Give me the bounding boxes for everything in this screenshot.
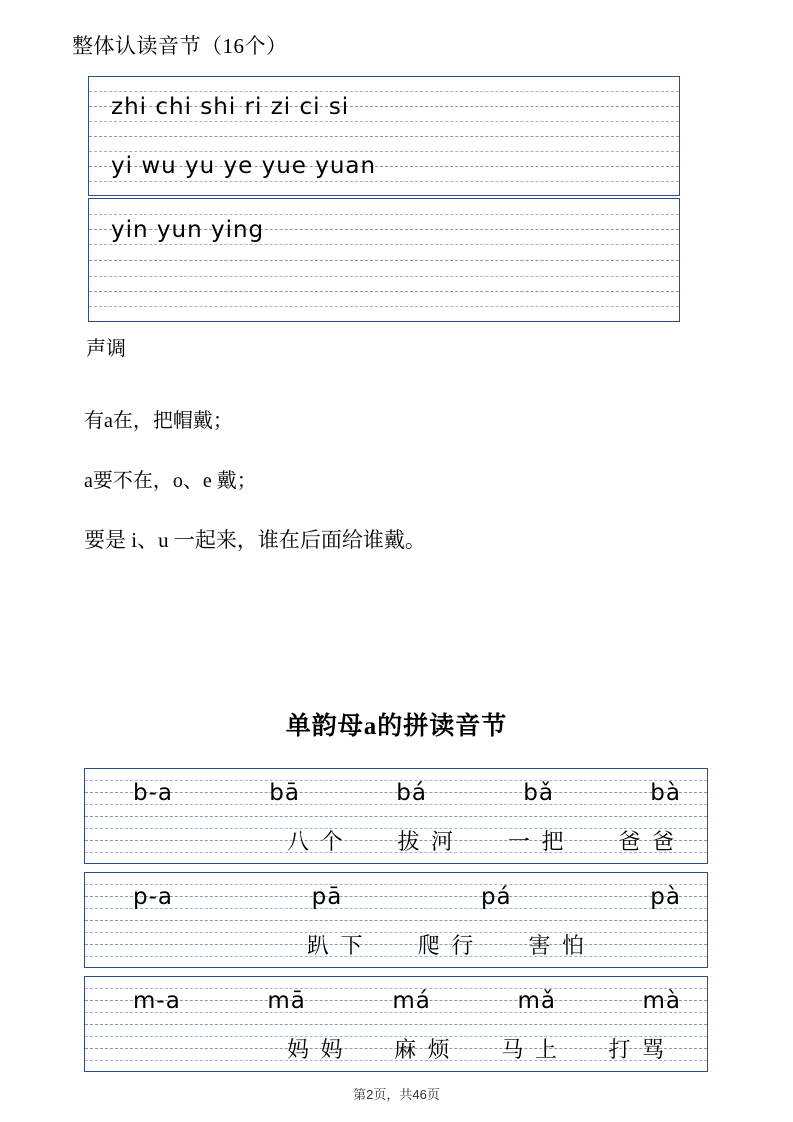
syllable-row-words bbox=[85, 921, 707, 967]
tone-section-heading: 声调 bbox=[86, 338, 126, 360]
pinyin-grid-row bbox=[89, 136, 679, 195]
example-word: 趴 下 bbox=[307, 932, 366, 958]
syllable-box-pa bbox=[84, 872, 708, 968]
example-word: 爸 爸 bbox=[618, 828, 677, 854]
example-word: 一 把 bbox=[507, 828, 567, 854]
syllable-tone1: mā bbox=[267, 987, 306, 1014]
syllable-row-words bbox=[85, 1025, 707, 1071]
example-word: 八 个 bbox=[287, 828, 346, 854]
pinyin-grid-row bbox=[85, 873, 707, 920]
pinyin-grid-box-2 bbox=[88, 198, 680, 322]
example-word: 打 骂 bbox=[608, 1036, 667, 1062]
syllable-label: p-a bbox=[133, 883, 173, 910]
syllable-box-ba bbox=[84, 768, 708, 864]
pinyin-grid-row bbox=[85, 769, 707, 816]
syllable-label: m-a bbox=[133, 987, 181, 1014]
pinyin-grid-row bbox=[89, 199, 679, 260]
tone-rule-line-1: 有a在，把帽戴； bbox=[84, 410, 233, 432]
whole-syllable-line-4 bbox=[89, 261, 679, 321]
syllable-label: b-a bbox=[133, 779, 173, 806]
syllable-row-main bbox=[85, 873, 707, 920]
page-title: 整体认读音节（16个） bbox=[72, 34, 288, 58]
syllable-tone1: pā bbox=[311, 883, 343, 910]
pinyin-grid-box-1 bbox=[88, 76, 680, 196]
whole-syllable-line-1: zhi chi shi ri zi ci si bbox=[111, 93, 350, 120]
syllable-tone3: bǎ bbox=[523, 779, 554, 806]
pinyin-grid-row bbox=[85, 920, 707, 967]
tone-rule-line-3: 要是 i、u 一起来，谁在后面给谁戴。 bbox=[84, 528, 426, 552]
whole-syllable-line-2: yi wu yu ye yue yuan bbox=[111, 153, 377, 179]
pinyin-grid-row bbox=[89, 77, 679, 136]
pinyin-grid-row bbox=[85, 816, 707, 863]
page-footer: 第2页，共46页 bbox=[353, 1087, 440, 1102]
pinyin-grid-row bbox=[85, 977, 707, 1024]
whole-syllable-line-3: yin yun ying bbox=[111, 216, 265, 243]
example-word: 害 怕 bbox=[528, 932, 587, 958]
pinyin-grid-row bbox=[89, 260, 679, 321]
syllable-row-main bbox=[85, 977, 707, 1024]
syllable-tone4: mà bbox=[642, 987, 681, 1014]
syllable-tone4: pà bbox=[650, 883, 681, 910]
tone-rule-line-2: a要不在，o、e 戴； bbox=[84, 470, 257, 492]
example-word: 拔 河 bbox=[397, 828, 456, 854]
syllable-tone2: bá bbox=[396, 779, 427, 806]
syllable-tone2: pá bbox=[480, 883, 512, 910]
syllable-tone1: bā bbox=[269, 779, 300, 806]
syllable-tone4: bà bbox=[650, 779, 681, 806]
syllable-tone2: má bbox=[392, 987, 431, 1014]
example-word: 妈 妈 bbox=[287, 1036, 346, 1062]
syllable-row-words bbox=[85, 817, 707, 863]
pinyin-grid-row bbox=[85, 1024, 707, 1071]
vowel-section-title: 单韵母a的拼读音节 bbox=[285, 713, 508, 740]
syllable-tone3: mǎ bbox=[517, 987, 556, 1014]
example-word: 爬 行 bbox=[417, 932, 477, 958]
syllable-row-main bbox=[85, 769, 707, 816]
syllable-box-ma bbox=[84, 976, 708, 1072]
example-word: 马 上 bbox=[501, 1036, 560, 1062]
example-word: 麻 烦 bbox=[394, 1036, 453, 1062]
